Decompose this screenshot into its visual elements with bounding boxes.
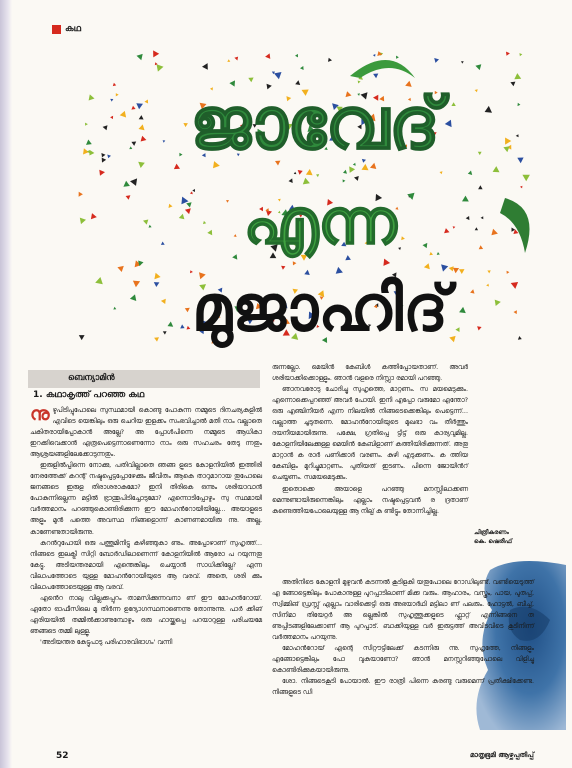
- confetti-dot: [86, 140, 92, 145]
- confetti-dot: [185, 308, 190, 313]
- confetti-dot: [468, 171, 472, 176]
- paragraph: അതിനിടെ കോളനി മുഴുവൻ കടന്നൽ കൂടിളകി യതുപോലെ റോഡിലുണ്ട്. വണ്ടിയെടുത്ത് എ ങ്ങോട്ടെങ്കിലും പോകാനുള്ള പുറപ്പാടിലാണ് മിക്ക വരും. ആഹാരം, വസ്ത്രം, പായ, പുതപ്പ്, സ്വിമ്മിങ് ഡ്രസ്സ് എല്ലാം വാരിക്കെട്ടി ഒരു അഭയാർഥി മട്ടിലാ ണ് പലരും. ഹോട്ടൽ, ബീച്ച്, സിനിമാ തിയേറ്റർ അ ല്ലെങ്കിൽ സുഹൃത്തുക്കളുടെ ഫ്ലാറ്റ് എന്നിങ്ങനെ ത ണുപ്പിടങ്ങളിലേക്കാണ് ആ പുറപ്പാട്. ബാക്കിയുള്ള വർ ഇരുട്ടത്ത് അവിടവിടെ കൂടിനിന്ന് വർത്തമാനം പറയുന്നു.: [272, 578, 534, 642]
- section-tag: [52, 24, 81, 34]
- confetti-dot: [478, 152, 482, 155]
- confetti-dot: [131, 106, 135, 110]
- page-number: 52: [56, 751, 69, 761]
- confetti-dot: [300, 66, 304, 70]
- confetti-dot: [138, 162, 145, 168]
- confetti-dot: [440, 171, 443, 174]
- confetti-dot: [130, 294, 136, 301]
- paragraph: [30, 405, 262, 460]
- confetti-dot: [145, 100, 149, 104]
- paragraph-text: ഴുപിടിപ്പുപോലെ സുസ്ഥമായി കൊണ്ടു പോകുന്ന നമ്മുടെ ദിനചര്യകളിൽ എവിടെ യെങ്കിലും ഒരു ചെറിയ ഇളക്കം സംഭവിച്ചാൽ മതി നാം വല്ലാതെ ചകിതരായിപ്പോകാൻ അല്ലേ? അ പ്പോൾപിന്നെ നമ്മുടെ ആധികാ ഇറക്കിവെക്കാൻ എത്രപെട്ടെന്നാണെന്നോ നാം ഒരു സഹചരം തേടു ന്നതും ആശ്രയങ്ങളിലേക്കോടുന്നതും.: [30, 406, 262, 459]
- confetti-dot: [449, 266, 454, 271]
- confetti-dot: [265, 53, 270, 59]
- confetti-dot: [107, 155, 111, 159]
- confetti-dot: [141, 136, 147, 142]
- confetti-dot: [477, 326, 482, 330]
- confetti-dot: [192, 189, 195, 192]
- confetti-dot: [506, 52, 510, 56]
- confetti-dot: [343, 170, 347, 174]
- confetti-dot: [110, 99, 113, 102]
- paragraph: കറൻറുപോയി ഒരു പത്തുമിനിട്ടു കഴിഞ്ഞുകാ ണും. അപ്പോഴാണ് സുഹൃത്ത്... നിങ്ങടെ ഇലക്ട്രി സിറ്റി ബോർഡിലാണെന്ന് കോളനിയിൽ ആരോ പ റയുന്നതു കേട്ടു. അടിയന്തരമായി എന്തെങ്കിലും ചെയ്യാൻ സാധിക്കില്ലേ? എന്ന വിലാപത്തോടെ യുള്ള മോഹൻറോയിയുടെ ആ വരവ്. അതെ, ശരി ക്കും വിലാപത്തോടെയുള്ള ആ വരവ്.: [30, 538, 262, 591]
- confetti-dot: [153, 50, 159, 57]
- confetti-dot: [79, 335, 85, 340]
- confetti-dot: [174, 164, 180, 170]
- paragraph: മോഹൻറോയ് എന്റെ സിറ്റൗട്ടിലേക്ക് കടന്നിരു ന്നു. സുഹൃത്തേ, നിങ്ങളും എങ്ങോട്ടെങ്കിലും പോ വുകയാണോ? ഞാൻ മനസ്സറിഞ്ഞുപോലെ വിളിച്ചു കൊണ്ടിരിക്കുകയായിരുന്നു.: [272, 644, 534, 675]
- confetti-dot: [470, 289, 474, 293]
- confetti-dot: [190, 191, 193, 194]
- confetti-dot: [510, 82, 515, 87]
- confetti-dot: [116, 93, 119, 96]
- confetti-dot: [161, 242, 165, 245]
- confetti-dot: [437, 252, 440, 255]
- confetti-dot: [101, 153, 105, 157]
- confetti-dot: [131, 142, 136, 146]
- confetti-dot: [226, 200, 229, 203]
- paragraph: എൻെറ നാലു വില്ലക്കപ്പുറം താമസിക്കുന്നവനാ ണ് ഈ മോഹൻറോയ്. ഏതോ ഓഫീസിലെ മു തിർന്ന ഉദ്യോഗസ്ഥനാണെന്നു തോന്നുന്നു. പാർ ക്കിങ് ഏരിയയിൽ തമ്മിൽക്കാണുമ്പോഴും ഒരു ഹായ്ക്കപ്പെ പറയാറുള്ള പരിചയമേ ഞങ്ങടെ തമ്മി ലുള്ളൂ.: [30, 593, 262, 635]
- confetti-dot: [91, 213, 97, 219]
- confetti-dot: [373, 74, 378, 79]
- author-bar: [28, 370, 260, 388]
- confetti-dot: [187, 326, 191, 330]
- paragraph: ഞാനവരോടു ചോദിച്ചു സുഹൃത്തെ, മാറ്റണം. സ മയമെടുക്കും. എന്നൊക്കെപ്പറഞ്ഞ് അവർ പോയി. ഇനി എപ്പോ വരുമോ എന്തോ? ഒരു എഞ്ചിനീയർ എന്ന നിലയിൽ നിങ്ങടെക്കെങ്കിലും പെട്ടെന്ന്... വല്ലാത്ത ചൂടുതന്നെ. മോഹൻറോയിയുടെ മുഖഭാ വം തീർത്തും ദയനീയമായിരുന്നു. പക്ഷേ, ഗ്രതിപ്പെ ട്ടിട്ട് ഒരു കാര്യവുമില്ല. കോളനിയിലേക്കുള്ള മെയിൻ കേബിളാണ് കത്തിയിരിക്കുന്നത്. അതു മാറ്റാൻ ക രാർ പണിക്കാർ വരണം. കുഴി എടുക്കണം. ക ത്തിയ കേബിളം മുറിച്ചുമാറ്റണം. പുതിയത് ഇടണം. പിന്നെ ജോയിൻറ് ചെയ്യണം. സമയമെടുക്കും.: [272, 385, 468, 482]
- crescent-shape: [350, 60, 415, 78]
- section-marker: [52, 25, 61, 34]
- confetti-dot: [407, 193, 414, 200]
- confetti-dot: [479, 245, 483, 249]
- confetti-dot: [80, 218, 86, 225]
- confetti-dot: [117, 266, 123, 272]
- confetti-dot: [461, 61, 464, 64]
- confetti-dot: [485, 106, 492, 113]
- confetti-dot: [207, 230, 212, 235]
- confetti-dot: [459, 307, 466, 313]
- confetti-dot: [398, 247, 401, 250]
- confetti-dot: [85, 123, 88, 126]
- confetti-dot: [129, 146, 132, 149]
- confetti-dot: [429, 252, 433, 255]
- confetti-dot: [295, 54, 298, 58]
- confetti-dot: [130, 178, 137, 186]
- confetti-dot: [522, 175, 530, 182]
- title-line-2: എന്ന: [243, 185, 397, 258]
- confetti-dot: [281, 266, 285, 270]
- confetti-dot: [103, 125, 108, 130]
- confetti-dot: [459, 269, 465, 274]
- confetti-dot: [110, 116, 113, 119]
- confetti-dot: [180, 324, 184, 328]
- confetti-dot: [507, 271, 510, 274]
- crescent-shape-right: [500, 198, 530, 253]
- confetti-dot: [316, 174, 319, 177]
- confetti-dot: [123, 181, 129, 187]
- confetti-dot: [453, 226, 456, 229]
- confetti-dot: [505, 138, 511, 145]
- paragraph: ശോ. നിങ്ങടെകൂടി പോയാൽ. ഈ രാത്രി പിന്നെ കരണ്ടു വരുമെന്ന് പ്രതീക്ഷിക്കേണ്ട. നിങ്ങളുടെ ഡി: [272, 677, 534, 697]
- magazine-name: മാതൃഭൂമി ആഴ്ചപ്പതിപ്പ്: [470, 751, 534, 759]
- confetti-dot: [185, 208, 191, 214]
- page-spine: [0, 0, 12, 768]
- confetti-dot: [466, 216, 470, 220]
- illustration-credit-label: ചിത്രീകരണം: [474, 529, 509, 536]
- confetti-dot: [487, 270, 490, 273]
- confetti-dot: [424, 263, 430, 269]
- text-column-middle: [272, 362, 468, 517]
- illustrator-name: കെ. ഷെരീഫ്: [474, 538, 513, 545]
- confetti-dot: [441, 264, 448, 271]
- confetti-dot: [227, 59, 230, 62]
- confetti-dot: [514, 73, 521, 79]
- confetti-dot: [349, 166, 355, 173]
- title-line-1: ജാവേദ്: [190, 81, 440, 165]
- confetti-dot: [303, 178, 310, 185]
- confetti-dot: [99, 170, 105, 176]
- confetti-dot: [514, 310, 517, 314]
- confetti-dot: [89, 94, 95, 100]
- confetti-dot: [113, 307, 116, 310]
- confetti-dot: [491, 229, 498, 236]
- confetti-dot: [120, 111, 126, 118]
- confetti-dot: [453, 268, 459, 274]
- confetti-dot: [179, 153, 182, 157]
- confetti-dot: [462, 196, 469, 202]
- dropcap: നു: [30, 403, 50, 425]
- confetti-dot: [444, 228, 449, 233]
- confetti-dot: [163, 331, 167, 334]
- paragraph: ഇരുളിൽപ്പിന്നെ നോക്കു, പതിവില്ലാതെ ഞങ്ങ ളുടെ കോളനിയിൽ ഇത്തിരി നേരത്തേക്ക് കറന്റ് നഷ്ടപ്പെട്ടപ്പോഴേക്കും ജീവിതം ആകെ താറുമാറായ തുപോലെ ജനങ്ങടെ ഇരുള തിരാശരാകുമോ? ഇനി തിരികെ ഒന്നും ശരിയാവാൻ പോകുന്നില്ലെന്ന മട്ടിൽ ഭ്രാന്തുപിടിച്ചോടുമോ? എന്നൊടിപ്പോഴും സു സ്ഥമായി വർത്തമാനം പറഞ്ഞുകൊണ്ടിരിക്കുന്ന ഈ മോഹൻറോയിയില്ലേ... അയാളുടെ അളും മുൻ പത്തെ അവസ്ഥ നിങ്ങളൊന്ന് കാണണമായിരു ന്നു. അല്ല, കാണേണ്ടതായിരുന്നു.: [30, 461, 262, 536]
- confetti-dot: [143, 220, 148, 225]
- confetti-dot: [495, 300, 501, 306]
- text-column-left: [30, 405, 262, 648]
- confetti-dot: [383, 259, 390, 266]
- confetti-dot: [516, 134, 519, 137]
- confetti-dot: [475, 227, 478, 230]
- confetti-dot: [517, 158, 523, 164]
- confetti-dot: [475, 64, 481, 70]
- confetti-dot: [168, 322, 174, 327]
- author-name: ബെന്യാമിൻ: [68, 373, 115, 383]
- confetti-dot: [445, 120, 452, 127]
- paragraph: രുന്നല്ലോ. മെയിൻ കേബിൾ കത്തിപ്പോയതാണ്. അവർ ശരിയാക്കിക്കൊള്ളും. ഞാൻ വളരെ നിസ്സാ രമായി പറഞ്ഞു.: [272, 363, 468, 383]
- title-illustration: [70, 48, 540, 348]
- confetti-dot: [126, 195, 131, 200]
- confetti-dot: [149, 225, 152, 228]
- confetti-dot: [234, 57, 238, 61]
- confetti-dot: [503, 146, 509, 152]
- confetti-dot: [289, 178, 293, 183]
- confetti-dot: [354, 176, 359, 181]
- confetti-dot: [154, 337, 159, 341]
- confetti-dot: [179, 214, 185, 220]
- confetti-dot: [139, 115, 144, 119]
- confetti-dot: [401, 236, 405, 240]
- title-line-3: മുജാഹിദ്: [191, 272, 449, 346]
- confetti-dot: [154, 273, 160, 279]
- confetti-dot: [511, 282, 518, 289]
- confetti-dot: [186, 202, 191, 207]
- confetti-dot: [169, 204, 173, 208]
- confetti-dot: [79, 192, 83, 197]
- confetti-dot: [294, 172, 297, 174]
- confetti-dot: [520, 186, 522, 189]
- section-label: കഥ: [65, 24, 81, 34]
- paragraph: 'അടിയന്തര കേട്ടുപാടു പരിഹാരവിഭാഗം' വന്നി: [40, 637, 173, 646]
- confetti-dot: [481, 216, 484, 219]
- confetti-dot: [396, 56, 399, 59]
- confetti-dot: [293, 261, 297, 265]
- confetti-dot: [139, 124, 145, 130]
- confetti-dot: [434, 58, 439, 63]
- confetti-dot: [95, 277, 103, 284]
- confetti-dot: [328, 58, 332, 62]
- confetti-dot: [183, 123, 188, 127]
- confetti-dot: [455, 327, 459, 332]
- confetti-dot: [449, 336, 455, 342]
- confetti-dot: [113, 83, 116, 86]
- confetti-dot: [486, 284, 489, 287]
- confetti-dot: [274, 72, 282, 79]
- confetti-dot: [423, 243, 428, 248]
- confetti-dot: [373, 54, 376, 57]
- text-column-bottom: [272, 577, 534, 699]
- confetti-dot: [232, 254, 237, 259]
- confetti-dot: [343, 179, 346, 182]
- confetti-dot: [161, 299, 166, 304]
- confetti-dot: [136, 103, 143, 109]
- confetti-dot: [133, 281, 140, 288]
- confetti-dot: [163, 140, 166, 143]
- confetti-dot: [306, 169, 313, 175]
- confetti-dot: [519, 53, 522, 56]
- paragraph: ഇതൊക്കെ അയാളെ പറഞ്ഞു മനസ്സിലാക്കണ മെന്നുണ്ടായിരുന്നെങ്കിലും എല്ലാം നഷ്ടപ്പെട്ടവൻ ര ദ്രതാണ് കണ്ടെത്തിയപോലെയുള്ള ആ നില്പ് ക ണ്ടിട്ടും തോന്നിച്ചില്ല.: [272, 484, 468, 515]
- chapter-title: 1. കഥാകൃത്ത് പറഞ്ഞ കഥ: [33, 390, 145, 400]
- confetti-dot: [518, 103, 521, 106]
- confetti-dot: [154, 282, 160, 287]
- confetti-dot: [493, 166, 500, 172]
- confetti-dot: [518, 336, 522, 340]
- confetti-dot: [234, 234, 237, 237]
- illustration-credit: [474, 528, 512, 546]
- confetti-dot: [102, 158, 107, 163]
- confetti-dot: [137, 54, 143, 60]
- confetti-dot: [202, 63, 208, 70]
- confetti-dot: [89, 150, 94, 156]
- confetti-dot: [157, 64, 164, 71]
- confetti-dot: [298, 170, 303, 175]
- confetti-dot: [203, 221, 206, 224]
- confetti-dot: [478, 185, 483, 189]
- confetti-dot: [451, 102, 455, 106]
- confetti-dot: [475, 89, 478, 92]
